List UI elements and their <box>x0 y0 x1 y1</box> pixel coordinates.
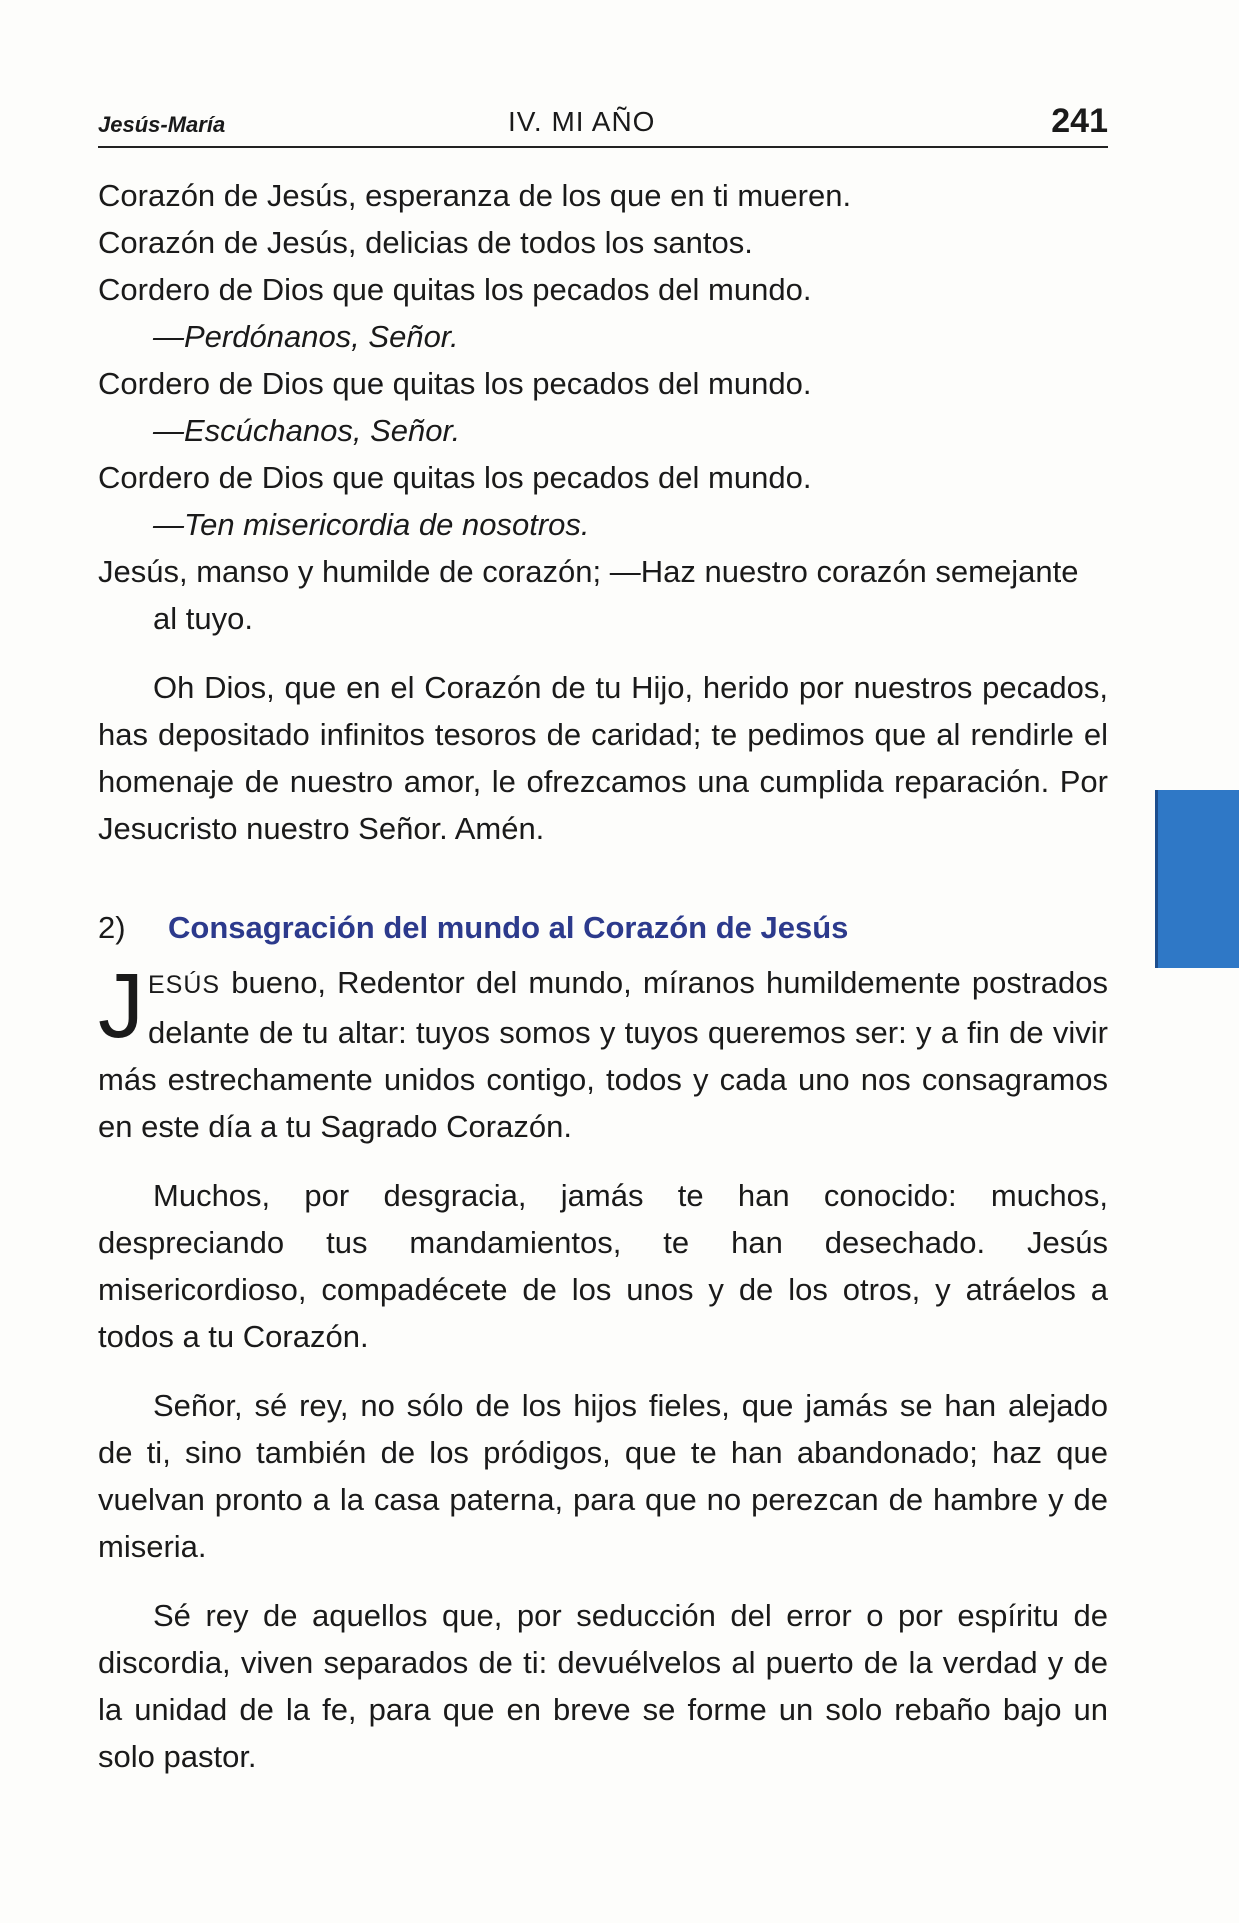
litany-response: —Ten misericordia de nosotros. <box>153 507 590 542</box>
page-number: 241 <box>1051 102 1108 140</box>
litany-line: Cordero de Dios que quitas los pecados del mundo. <box>98 366 812 401</box>
litany-line: Corazón de Jesús, delicias de todos los santos. <box>98 225 753 260</box>
consecration-paragraph: Sé rey de aquellos que, por seducción del error o por espíritu de discordia, viven separados de ti: devuélvelos al puerto de la verdad y de la unidad de la fe, para que en breve se forme un solo rebaño bajo un solo pastor. <box>98 1598 1108 1774</box>
litany-response: —Perdónanos, Señor. <box>153 319 459 354</box>
consecration-first-paragraph <box>98 955 1108 1150</box>
litany-final-invocation: Jesús, manso y humilde de corazón; —Haz nuestro corazón semejante al tuyo. <box>98 554 1079 636</box>
running-head-left: Jesús-María <box>98 112 226 137</box>
thumb-index-tab <box>1155 790 1239 968</box>
first-word-small-caps: ESÚS <box>148 971 221 999</box>
drop-cap: J <box>98 955 144 1057</box>
litany-response: —Escúchanos, Señor. <box>153 413 461 448</box>
section-heading <box>98 904 1108 951</box>
running-head-center: IV. MI AÑO <box>508 106 656 137</box>
first-paragraph-text: bueno, Redentor del mundo, míranos humildemente postrados delante de tu altar: tuyos somos y tuyos queremos ser: y a fin de vivir más estrechamente unidos contigo, todos y cada uno nos consagramos en este día a tu Sagrado Corazón. <box>98 965 1108 1144</box>
section-title: Consagración del mundo al Corazón de Jesús <box>168 910 849 945</box>
consecration-paragraph: Muchos, por desgracia, jamás te han conocido: muchos, despreciando tus mandamientos, te han desechado. Jesús misericordioso, compadécete de los unos y de los otros, y atráelos a todos a tu Corazón. <box>98 1178 1108 1354</box>
running-header <box>98 96 1108 148</box>
consecration-paragraph: Señor, sé rey, no sólo de los hijos fieles, que jamás se han alejado de ti, sino también de los pródigos, que te han abandonado; haz que vuelvan pronto a la casa paterna, para que no perezcan de hambre y de miseria. <box>98 1388 1108 1564</box>
section-number: 2) <box>98 910 126 945</box>
litany-block <box>98 172 1108 642</box>
litany-line: Corazón de Jesús, esperanza de los que en ti mueren. <box>98 178 852 213</box>
closing-prayer: Oh Dios, que en el Corazón de tu Hijo, herido por nuestros pecados, has depositado infinitos tesoros de caridad; te pedimos que al rendirle el homenaje de nuestro amor, le ofrezcamos una cumplida reparación. Por Jesucristo nuestro Señor. Amén. <box>98 670 1108 846</box>
book-page <box>98 96 1108 1780</box>
litany-line: Cordero de Dios que quitas los pecados del mundo. <box>98 460 812 495</box>
litany-line: Cordero de Dios que quitas los pecados del mundo. <box>98 272 812 307</box>
